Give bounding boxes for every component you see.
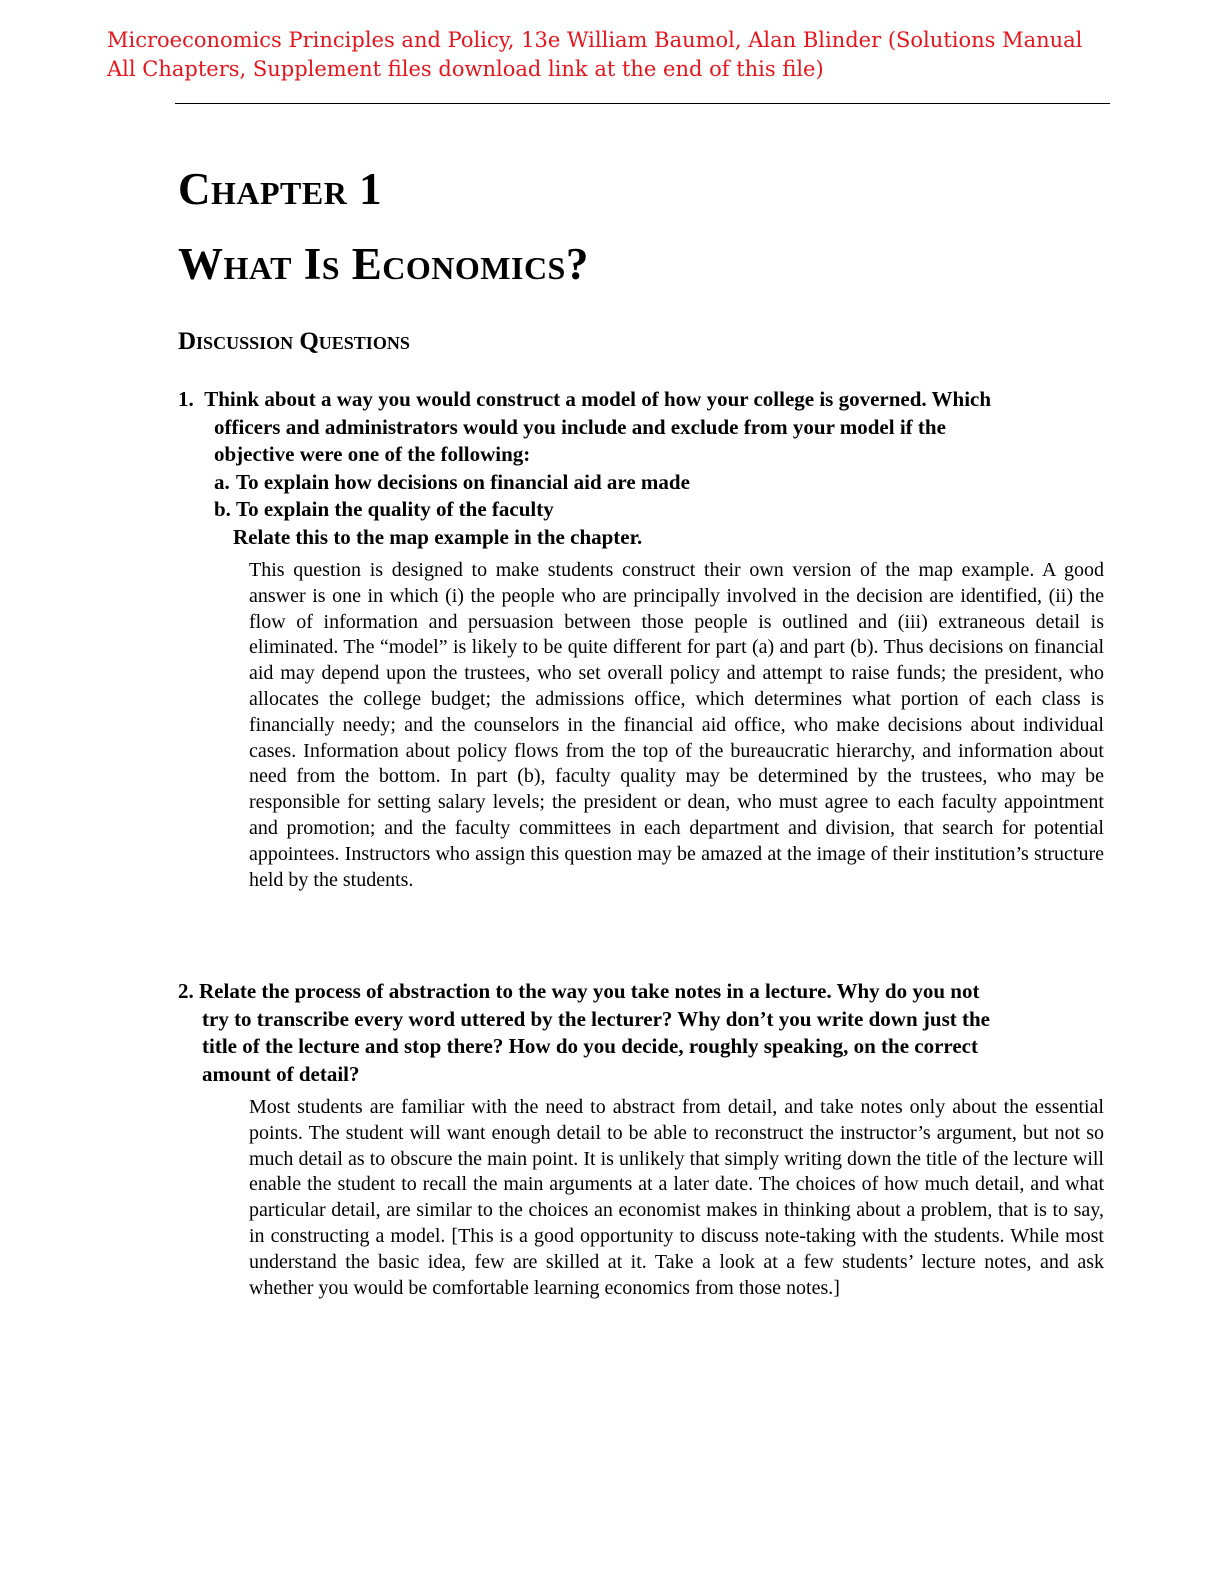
- chapter-number: Chapter 1: [178, 164, 383, 214]
- question-line: 1. Think about a way you would construct a model of how your college is governed. Which: [178, 386, 1108, 414]
- question-relate-line: Relate this to the map example in the chapter.: [233, 524, 643, 549]
- discussion-question-1: [178, 386, 1108, 893]
- question-part-b: b. To explain the quality of the faculty: [178, 496, 1108, 524]
- question-part-a: a. To explain how decisions on financial aid are made: [178, 469, 1108, 497]
- question-prompt: [178, 978, 1108, 1088]
- question-line: try to transcribe every word uttered by the lecturer? Why don’t you write down just the: [202, 1006, 990, 1031]
- part-label: a.: [214, 469, 230, 494]
- question-line: officers and administrators would you include and exclude from your model if the: [214, 414, 946, 439]
- question-line: objective were one of the following:: [214, 442, 531, 466]
- question-number: 2.: [178, 979, 194, 1003]
- answer-text: This question is designed to make students construct their own version of the map example. A good answer is one in which (i) the people who are principally involved in the decision are identified, (ii) the flow of information and persuasion between those people is outlined and (iii) extraneous detail is eliminated. The “model” is likely to be quite different for part (a) and part (b). Thus decisions on financial aid may depend upon the trustees, who set overall policy and attempt to raise funds; the president, who allocates the college budget; the admissions office, which determines what portion of each class is financially needy; and the counselors in the financial aid office, who make decisions about individual cases. Information about policy flows from the top of the bureaucratic hierarchy, and information about need from the bottom. In part (b), faculty quality may be determined by the trustees, who may be responsible for setting salary levels; the president or dean, who must agree to each faculty appointment and promotion; and the faculty committees in each department and division, that search for potential appointees. Instructors who assign this question may be amazed at the image of their institution’s structure held by the students.: [249, 559, 1104, 891]
- chapter-title: What Is Economics?: [178, 239, 589, 289]
- promo-line-2: All Chapters, Supplement files download link at the end of this file): [107, 57, 824, 81]
- part-label: b.: [214, 497, 231, 521]
- promo-line-1: Microeconomics Principles and Policy, 13e William Baumol, Alan Blinder (Solutions Manual: [107, 28, 1083, 52]
- question-line: amount of detail?: [202, 1061, 360, 1086]
- section-title: Discussion Questions: [178, 328, 410, 355]
- question-prompt: [178, 386, 1108, 551]
- question-line: title of the lecture and stop there? How do you decide, roughly speaking, on the correct: [202, 1034, 978, 1058]
- question-line: 2. Relate the process of abstraction to the way you take notes in a lecture. Why do you not: [178, 978, 1108, 1006]
- answer-text: Most students are familiar with the need to abstract from detail, and take notes only about the essential points. The student will want enough detail to be able to reconstruct the instructor’s argument, but not so much detail as to obscure the main point. It is unlikely that simply writing down the title of the lecture will enable the student to recall the main arguments at a later date. The choices of how much detail, and what particular detail, are similar to the choices an economist makes in thinking about a problem, that is to say, in constructing a model. [This is a good opportunity to discuss note-taking with the students. While most understand the basic idea, few are skilled at it. Take a look at a few students’ lecture notes, and ask whether you would be comfortable learning economics from those notes.]: [249, 1096, 1104, 1299]
- discussion-question-2: [178, 978, 1108, 1301]
- promo-header: [107, 26, 1127, 84]
- question-number: 1.: [178, 387, 194, 411]
- header-divider: [175, 103, 1110, 104]
